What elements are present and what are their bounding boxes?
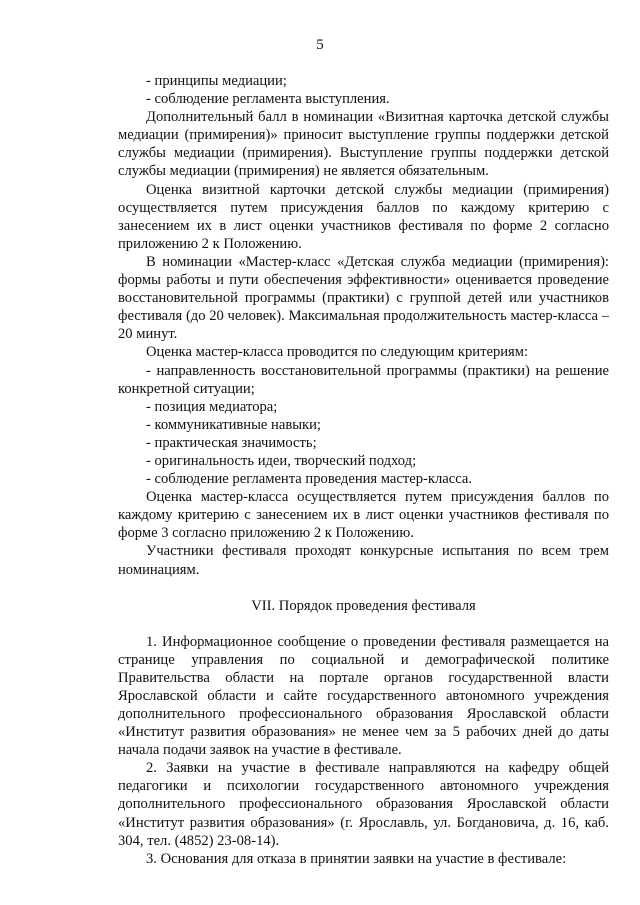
- paragraph: Дополнительный балл в номинации «Визитная карточка детской службы медиации (примирения)» приносит выступление группы поддержки детской службы медиации (примирения). Выступление группы поддержки детской службы медиации (примирения) не является обязательным.: [118, 109, 609, 180]
- section-heading: VII. Порядок проведения фестиваля: [251, 597, 476, 614]
- paragraph: 1. Информационное сообщение о проведении фестиваля размещается на странице управления по социальной и демографической политике Правительства области на портале органов государственной власти Ярославской области и сайте государственного автономного учреждения дополнительного профессионального образования Ярославской области «Институт развития образования» не менее чем за 5 рабочих дней до даты начала подачи заявок на участие в фестивале.: [118, 633, 609, 759]
- paragraph: 2. Заявки на участие в фестивале направляются на кафедру общей педагогики и психологии государственного автономного учреждения дополнительного профессионального образования Ярославской области «Институт развития образования» (г. Ярославль, ул. Богдановича, д. 16, каб. 304, тел. (4852) 23-08-14).: [118, 760, 609, 849]
- paragraph: Оценка визитной карточки детской службы медиации (примирения) осуществляется путем присуждения баллов по каждому критерию с занесением их в лист оценки участников фестиваля по форме 2 согласно приложению 2 к Положению.: [118, 181, 609, 252]
- list-item: - коммуникативные навыки;: [146, 416, 321, 433]
- list-item: - направленность восстановительной программы (практики) на решение конкретной ситуации;: [118, 362, 609, 397]
- list-item: - практическая значимость;: [146, 434, 317, 451]
- paragraph: Участники фестиваля проходят конкурсные испытания по всем трем номинациям.: [118, 543, 609, 578]
- page-number: 5: [316, 37, 324, 53]
- document-body: [118, 72, 609, 868]
- paragraph: 3. Основания для отказа в принятии заявки на участие в фестивале:: [146, 850, 567, 867]
- list-item: - соблюдение регламента проведения мастер-класса.: [146, 471, 473, 488]
- list-item: - соблюдение регламента выступления.: [146, 91, 390, 108]
- list-item: - принципы медиации;: [146, 73, 287, 89]
- paragraph: Оценка мастер-класса проводится по следующим критериям:: [146, 344, 529, 361]
- paragraph: В номинации «Мастер-класс «Детская служба медиации (примирения): формы работы и пути обеспечения эффективности» оценивается проведение восстановительной программы (практики) с группой детей или участников фестиваля (до 20 человек). Максимальная продолжительность мастер-класса – 20 минут.: [118, 253, 609, 343]
- list-item: - позиция медиатора;: [146, 398, 278, 415]
- paragraph: Оценка мастер-класса осуществляется путем присуждения баллов по каждому критерию с занесением их в лист оценки участников фестиваля по форме 3 согласно приложению 2 к Положению.: [118, 489, 609, 542]
- list-item: - оригинальность идеи, творческий подход;: [146, 452, 417, 469]
